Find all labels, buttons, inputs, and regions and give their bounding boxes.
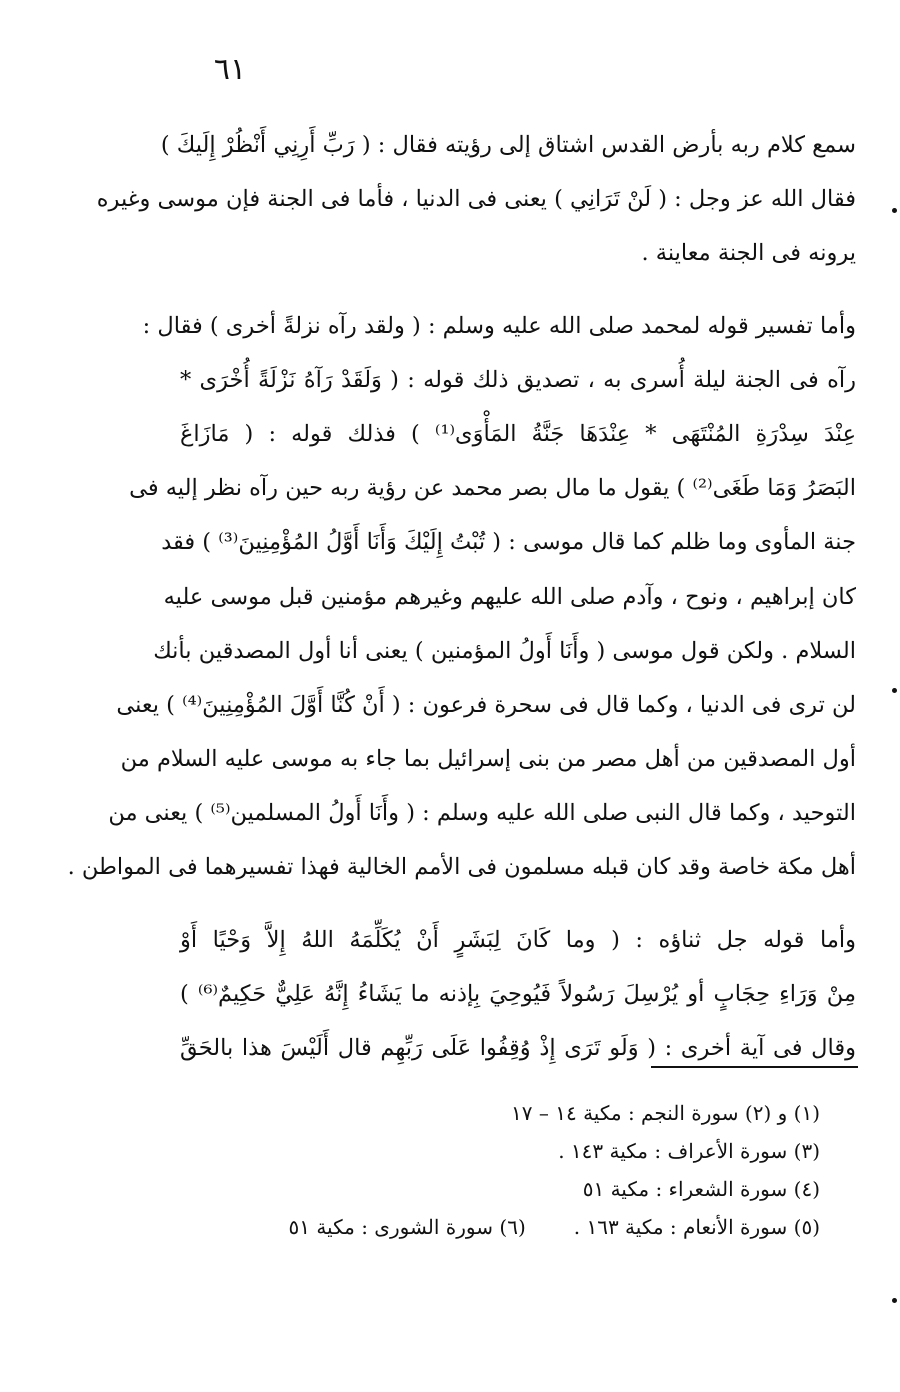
text-line: كان إبراهيم ، ونوح ، وآدم صلى الله عليهم وغيرهم مؤمنين قبل موسى عليه [163,583,856,610]
text-line: وقال فى آية أخرى : ( وَلَو تَرَى إِذْ وُقِفُوا عَلَى رَبِّهِم قال أَلَيْسَ هذا بالحَقِّ [180,1035,856,1061]
text-line: فقال الله عز وجل : ( لَنْ تَرَانِي ) يعنى فى الدنيا ، فأما فى الجنة فإن موسى وغيره [96,186,856,213]
scan-mark [892,688,897,693]
footnote-4: (٤) سورة الشعراء : مكية ٥١ [582,1177,820,1201]
text-line: التوحيد ، وكما قال النبى صلى الله عليه وسلم : ( وأَنَا أَولُ المسلمين⁽⁵⁾ ) يعنى من [108,800,856,827]
text-line: مِنْ وَرَاءِ حِجَابٍ أو يُرْسِلَ رَسُولاً فَيُوحِيَ بِإذنه ما يَشَاءُ إِنَّهُ عَلِيٌّ حَكِيمٌ⁽⁶⁾ ) [180,980,856,1007]
text-line: جنة المأوى وما ظلم كما قال موسى : ( تُبْتُ إِلَيْكَ وَأَنَا أَوَّلُ المُؤْمِنِينَ⁽³⁾ ) فقد [161,529,856,556]
text-line: عِنْدَ سِدْرَةِ المُنْتَهَى * عِنْدَهَا جَنَّةُ المَأْوَى⁽¹⁾ ) فذلك قوله : ( مَازَاغَ [180,420,856,447]
paragraph-gap [180,895,856,913]
page-number: ٦١ [213,52,247,87]
text-line: وأما تفسير قوله لمحمد صلى الله عليه وسلم : ( ولقد رآه نزلةً أخرى ) فقال : [142,312,856,339]
footnote-5: (٥) سورة الأنعام : مكية ١٦٣ . [573,1215,820,1239]
scan-mark [892,208,897,213]
footnote-6: (٦) سورة الشورى : مكية ٥١ [288,1215,526,1239]
text-line: أول المصدقين من أهل مصر من بنى إسرائيل بما جاء به موسى عليه السلام من [120,746,856,773]
scan-mark [892,1298,897,1303]
text-line: السلام . ولكن قول موسى ( وأَنَا أَولُ المؤمنين ) يعنى أنا أول المصدقين بأنك [153,637,856,664]
footnote-3: (٣) سورة الأعراف : مكية ١٤٣ . [558,1139,820,1163]
paragraph-gap [180,281,856,299]
text-line: وأما قوله جل ثناؤه : ( وما كَانَ لِبَشَرٍ أَنْ يُكَلِّمَهُ اللهُ إِلاَّ وَحْيًا أَوْ [180,926,856,953]
text-line: رآه فى الجنة ليلة أُسرى به ، تصديق ذلك قوله : ( وَلَقَدْ رَآهُ نَزْلَةً أُخْرَى * [180,366,856,393]
body-text [67,118,856,1075]
footnotes [240,1094,820,1246]
text-line: لن ترى فى الدنيا ، وكما قال فى سحرة فرعون : ( أَنْ كُنَّا أَوَّلَ المُؤْمِنِينَ⁽⁴⁾ ) يعنى [116,691,856,718]
footnote-divider [651,1066,858,1068]
text-line: يرونه فى الجنة معاينة . [641,240,856,267]
footnote-1-2: (١) و (٢) سورة النجم : مكية ١٤ – ١٧ [511,1101,820,1125]
text-line: البَصَرُ وَمَا طَغَى⁽²⁾ ) يقول ما مال بصر محمد عن رؤية ربه حين رآه نظر إليه فى [129,475,856,502]
text-line: أهل مكة خاصة وقد كان قبله مسلمون فى الأمم الخالية فهذا تفسيرهما فى المواطن . [67,854,856,881]
text-line: سمع كلام ربه بأرض القدس اشتاق إلى رؤيته فقال : ( رَبِّ أَرِنِي أَنْظُرْ إِلَيكَ ) [160,132,856,158]
footnote-row [240,1208,820,1246]
